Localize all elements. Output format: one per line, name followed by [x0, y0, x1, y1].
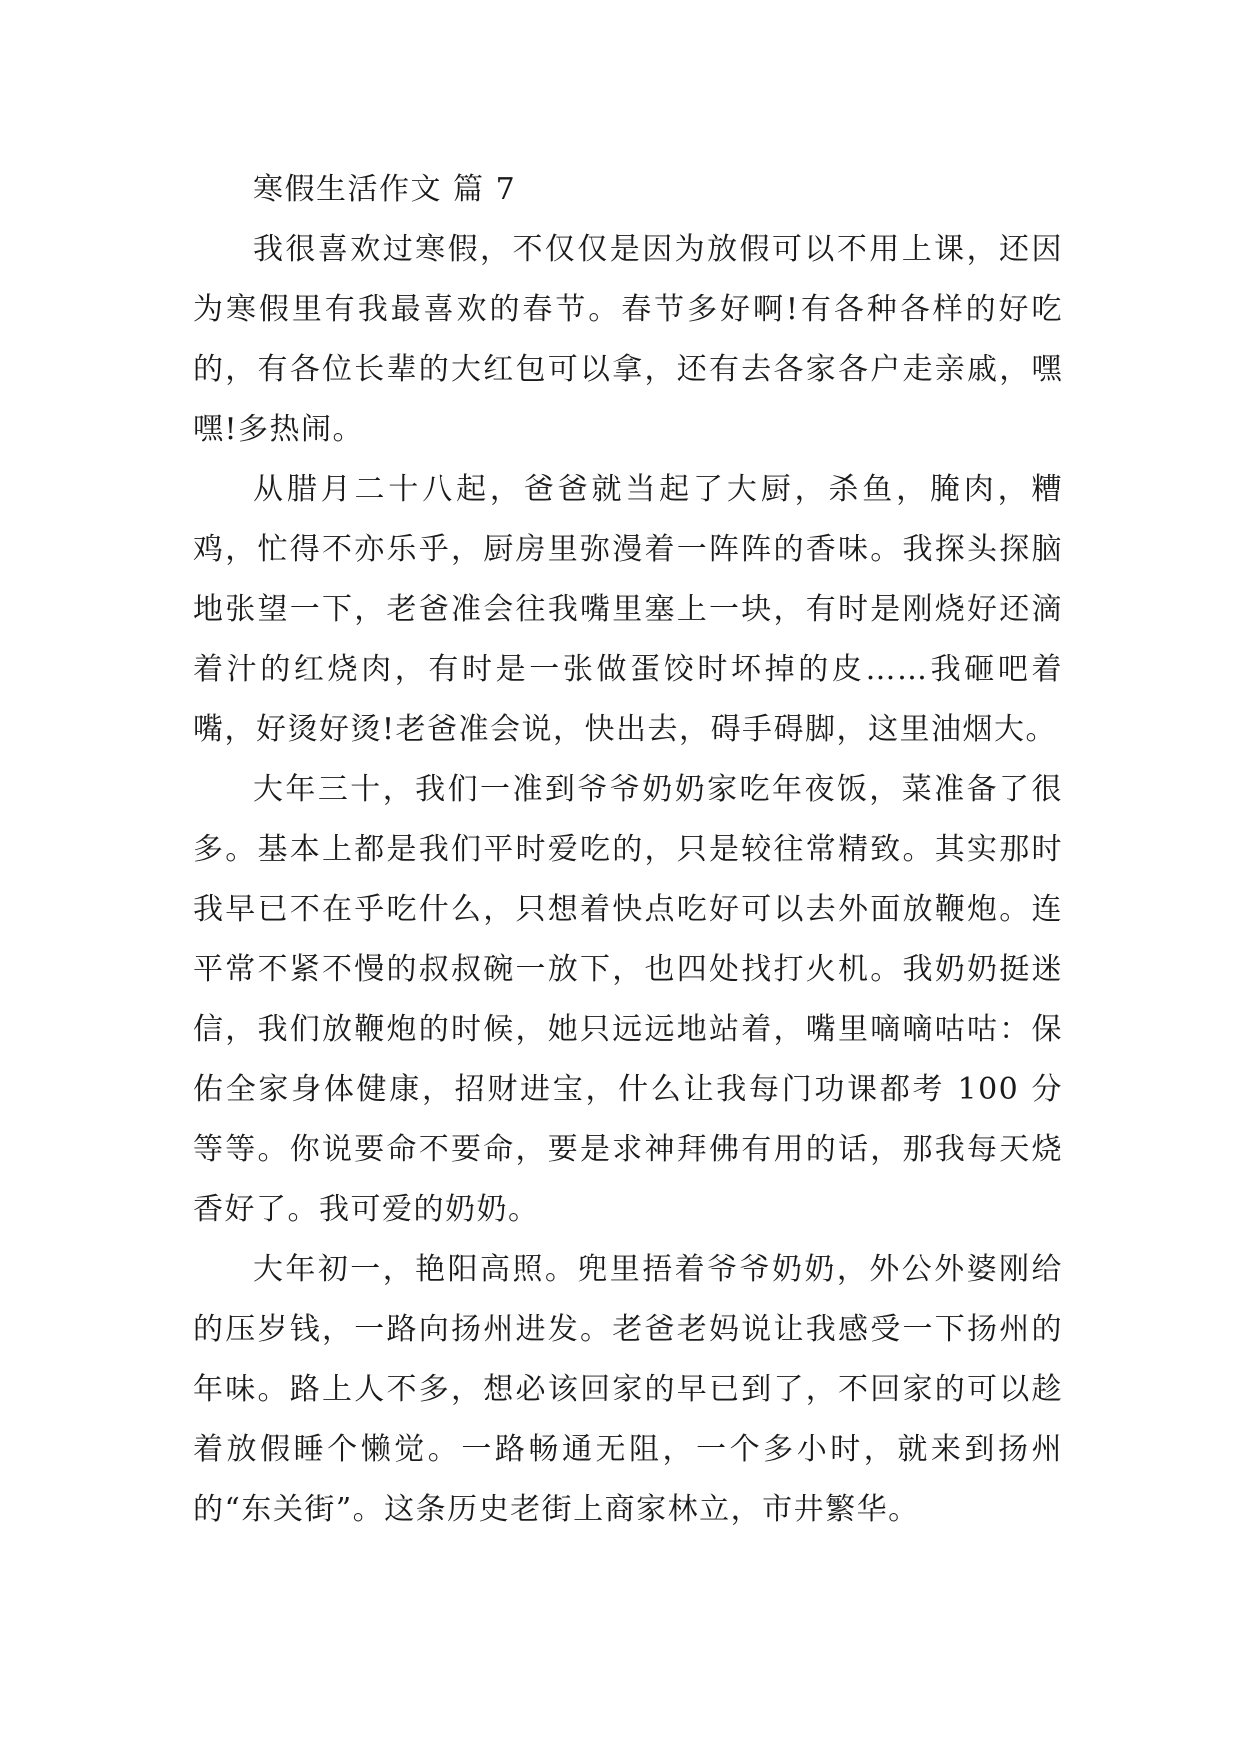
- paragraph-2: 从腊月二十八起，爸爸就当起了大厨，杀鱼，腌肉，糟鸡，忙得不亦乐乎，厨房里弥漫着一阵阵的香味。我探头探脑地张望一下，老爸准会往我嘴里塞上一块，有时是刚烧好还滴着汁的红烧肉，有时是一张做蛋饺时坏掉的皮……我砸吧着嘴，好烫好烫!老爸准会说，快出去，碍手碍脚，这里油烟大。: [193, 472, 1063, 747]
- paragraph-4: 大年初一，艳阳高照。兜里捂着爷爷奶奶，外公外婆刚给的压岁钱，一路向扬州进发。老爸老妈说让我感受一下扬州的年味。路上人不多，想必该回家的早已到了，不回家的可以趁着放假睡个懒觉。一路畅通无阻，一个多小时，就来到扬州的“东关街”。这条历史老街上商家林立，市井繁华。: [193, 1252, 1063, 1527]
- paragraph-1: 我很喜欢过寒假，不仅仅是因为放假可以不用上课，还因为寒假里有我最喜欢的春节。春节多好啊!有各种各样的好吃的，有各位长辈的大红包可以拿，还有去各家各户走亲戚，嘿嘿!多热闹。: [193, 232, 1063, 447]
- paragraph-3: 大年三十，我们一准到爷爷奶奶家吃年夜饭，菜准备了很多。基本上都是我们平时爱吃的，只是较往常精致。其实那时我早已不在乎吃什么，只想着快点吃好可以去外面放鞭炮。连平常不紧不慢的叔叔碗一放下，也四处找打火机。我奶奶挺迷信，我们放鞭炮的时候，她只远远地站着，嘴里嘀嘀咕咕：保佑全家身体健康，招财进宝，什么让我每门功课都考 100 分等等。你说要命不要命，要是求神拜佛有用的话，那我每天烧香好了。我可爱的奶奶。: [193, 772, 1063, 1227]
- essay-body: [193, 160, 1063, 1540]
- essay-title: 寒假生活作文 篇 7: [253, 172, 517, 207]
